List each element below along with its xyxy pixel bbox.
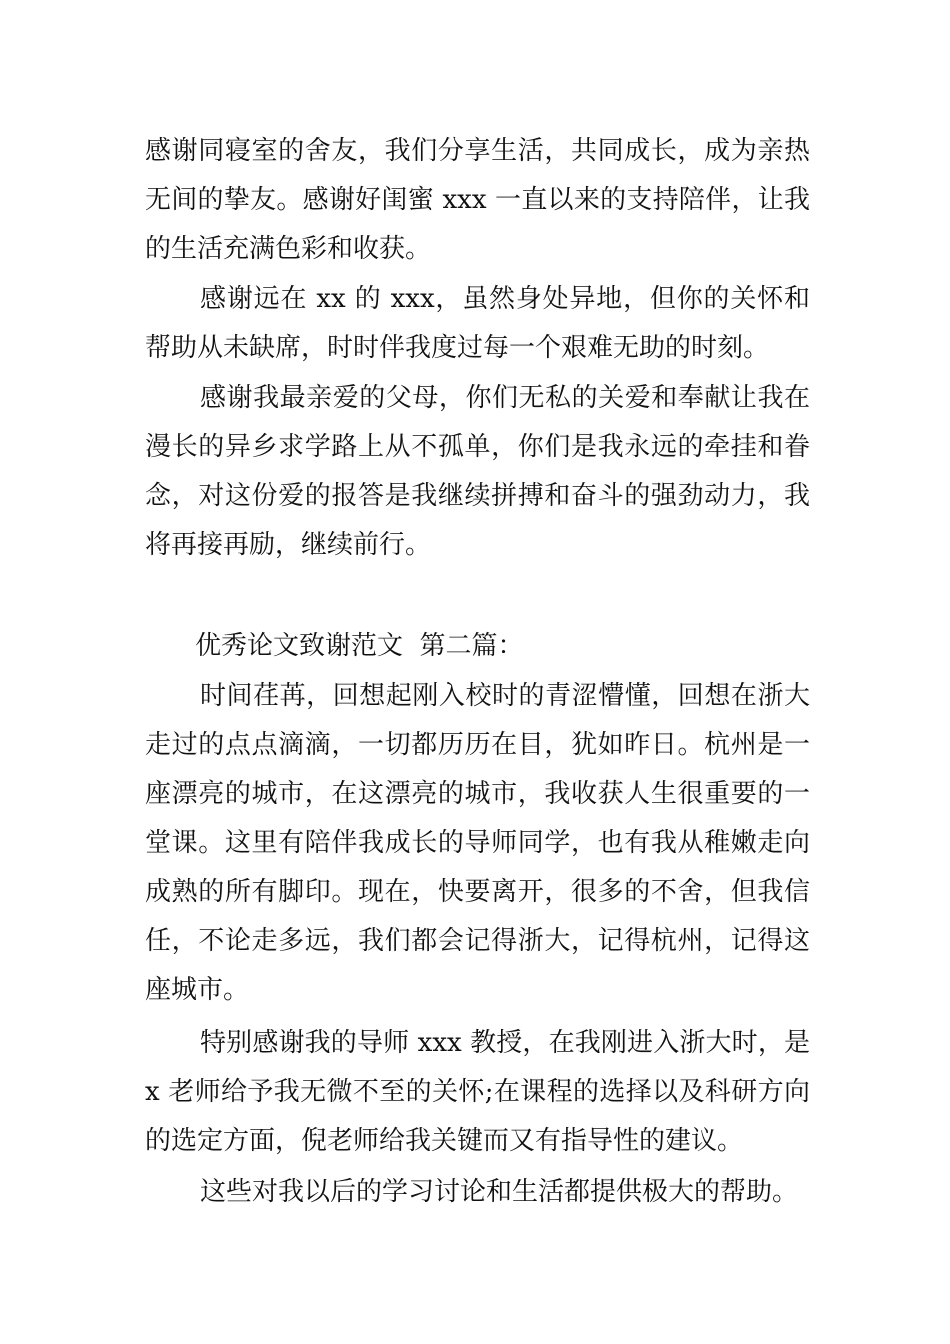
paragraph-friend-afar: 感谢远在 xx 的 xxx，虽然身处异地，但你的关怀和帮助从未缺席，时时伴我度过每一个艰难无助的时刻。 [145,284,810,363]
paragraph-parents: 感谢我最亲爱的父母，你们无私的关爱和奉献让我在漫长的异乡求学路上从不孤单，你们是我永远的牵挂和眷念，对这份爱的报答是我继续拼搏和奋斗的强劲动力，我将再接再励，继续前行。 [145,383,810,560]
paragraph-advisor: 特别感谢我的导师 xxx 教授，在我刚进入浙大时，是 x 老师给予我无微不至的关怀;在课程的选择以及科研方向的选定方面，倪老师给我关键而又有指导性的建议。 [145,1028,810,1156]
paragraph-time-flies: 时间荏苒，回想起刚入校时的青涩懵懂，回想在浙大走过的点点滴滴，一切都历历在目，犹如昨日。杭州是一座漂亮的城市，在这漂亮的城市，我收获人生很重要的一堂课。这里有陪伴我成长的导师同学，也有我从稚嫩走向成熟的所有脚印。现在，快要离开，很多的不舍，但我信任，不论走多远，我们都会记得浙大，记得杭州，记得这座城市。 [145,681,810,1005]
paragraph-roommates: 感谢同寝室的舍友，我们分享生活，共同成长，成为亲热无间的挚友。感谢好闺蜜 xxx 一直以来的支持陪伴，让我的生活充满色彩和收获。 [145,136,810,264]
paragraph-help: 这些对我以后的学习讨论和生活都提供极大的帮助。 [200,1177,799,1207]
section-heading: 优秀论文致谢范文 第二篇： [195,631,524,661]
